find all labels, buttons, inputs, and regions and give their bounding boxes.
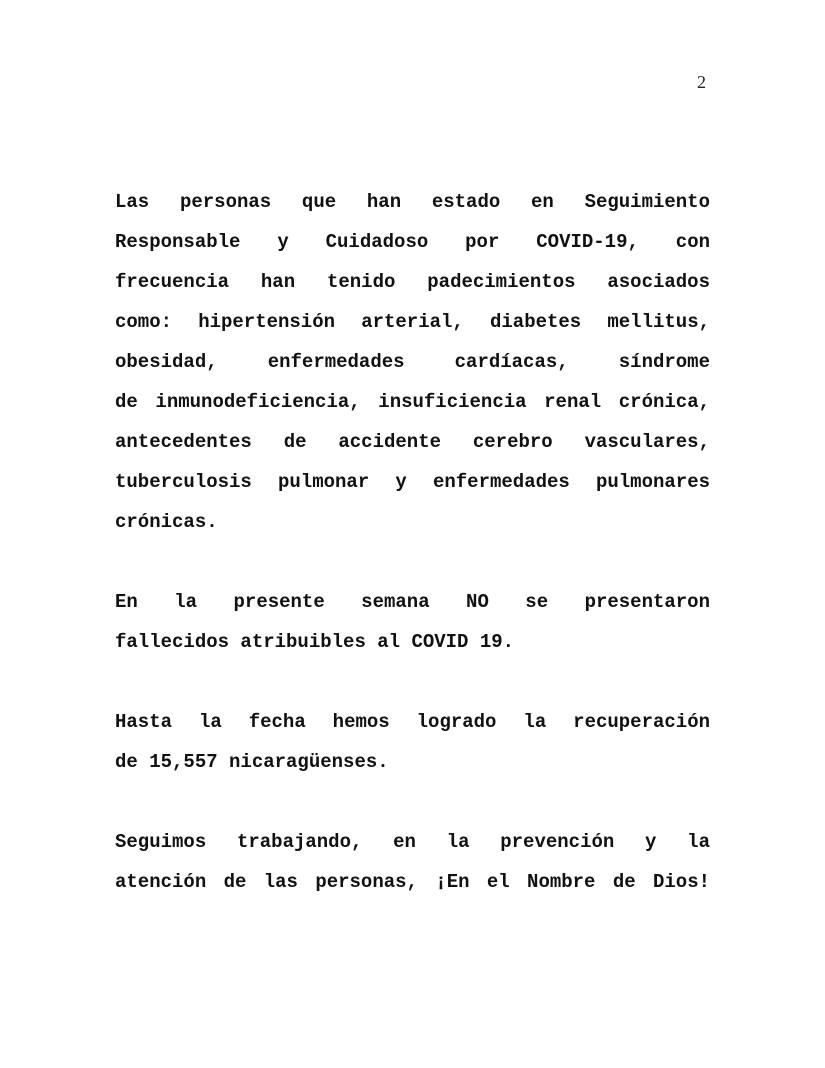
text-line: atención de las personas, ¡En el Nombre de Dios! [115, 871, 710, 893]
text-line: Responsable y Cuidadoso por COVID-19, con [115, 231, 710, 253]
text-line: fallecidos atribuibles al COVID 19. [115, 631, 515, 653]
paragraph-recovered [115, 702, 710, 782]
paragraph-closing [115, 822, 710, 902]
text-line: antecedentes de accidente cerebro vasculares, [115, 431, 710, 453]
text-line: crónicas. [115, 511, 218, 533]
text-line: obesidad, enfermedades cardíacas, síndrome [115, 351, 710, 373]
text-line: tuberculosis pulmonar y enfermedades pulmonares [115, 471, 710, 493]
paragraph-conditions [115, 182, 710, 542]
text-line: Hasta la fecha hemos logrado la recuperación [115, 711, 710, 733]
paragraph-deaths [115, 582, 710, 662]
text-line: Seguimos trabajando, en la prevención y la [115, 831, 710, 853]
text-line: como: hipertensión arterial, diabetes mellitus, [115, 311, 710, 333]
text-line: de inmunodeficiencia, insuficiencia renal crónica, [115, 391, 710, 413]
document-body [115, 182, 710, 942]
text-line: de 15,557 nicaragüenses. [115, 751, 389, 773]
text-line: En la presente semana NO se presentaron [115, 591, 710, 613]
text-line: Las personas que han estado en Seguimiento [115, 191, 710, 213]
page-number: 2 [697, 72, 706, 92]
text-line: frecuencia han tenido padecimientos asociados [115, 271, 710, 293]
